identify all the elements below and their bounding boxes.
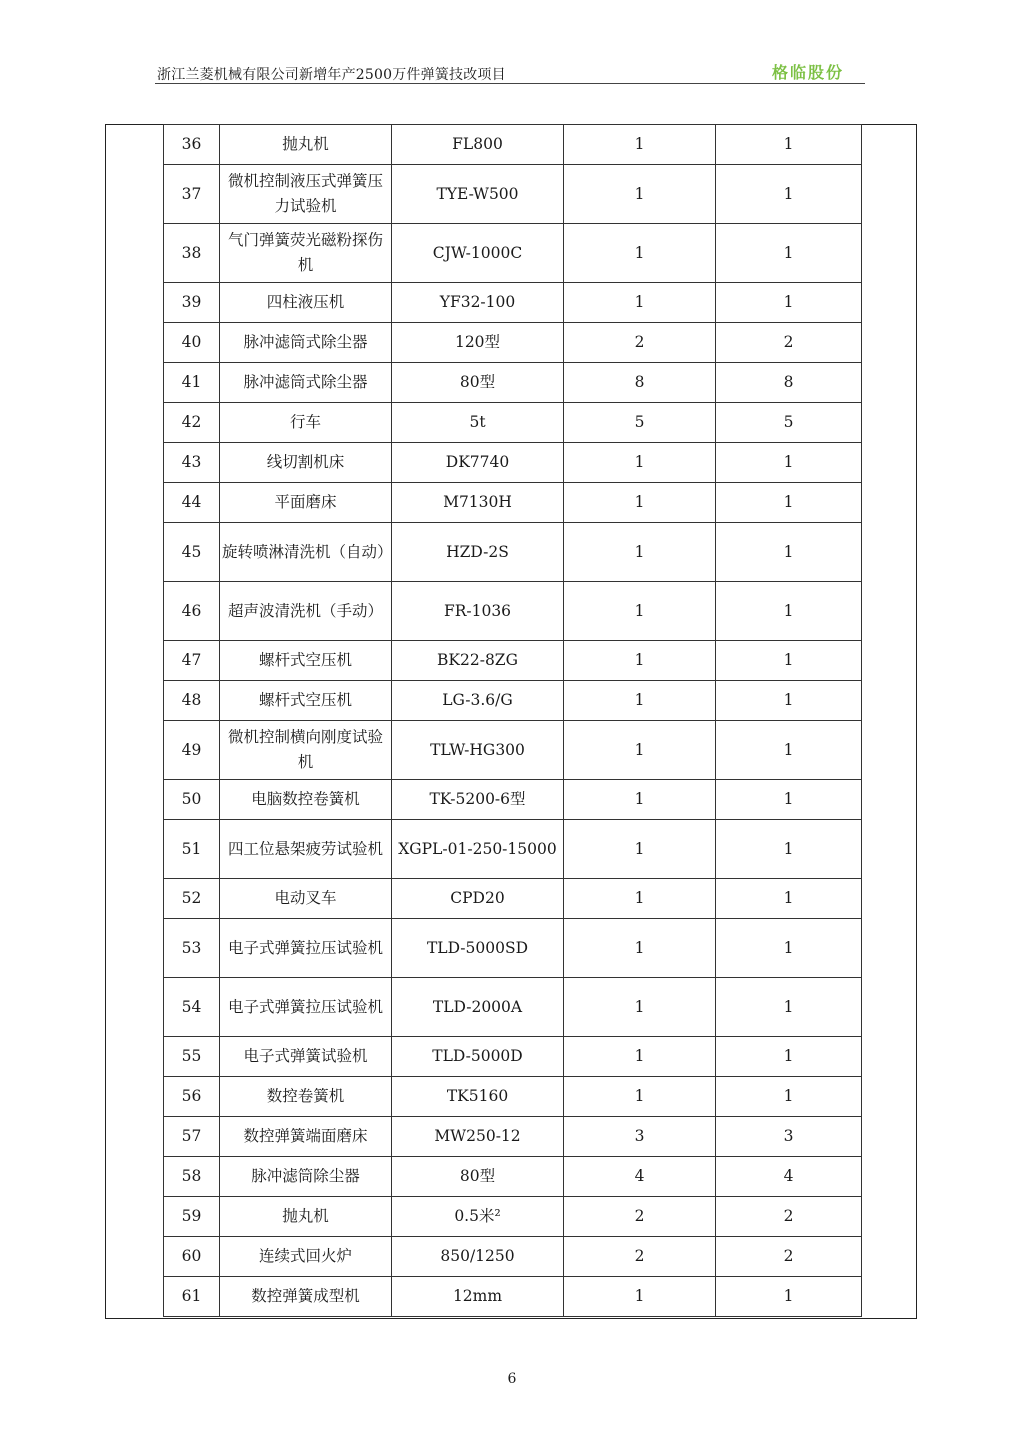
equipment-name-cell: 数控弹簧端面磨床 [220, 1117, 392, 1157]
table-row [164, 681, 862, 721]
quantity-cell: 1 [716, 641, 862, 681]
quantity-cell: 4 [564, 1157, 716, 1197]
row-number-cell: 53 [164, 919, 220, 978]
quantity-cell: 1 [716, 919, 862, 978]
row-number-cell: 49 [164, 721, 220, 780]
quantity-cell: 1 [564, 582, 716, 641]
equipment-model-cell: 80型 [392, 1157, 564, 1197]
equipment-name-cell: 脉冲滤筒式除尘器 [220, 363, 392, 403]
quantity-cell: 1 [716, 283, 862, 323]
quantity-cell: 1 [564, 283, 716, 323]
quantity-cell: 1 [716, 582, 862, 641]
quantity-cell: 1 [564, 1077, 716, 1117]
equipment-name-cell: 数控卷簧机 [220, 1077, 392, 1117]
quantity-cell: 5 [564, 403, 716, 443]
table-row [164, 721, 862, 780]
quantity-cell: 2 [716, 323, 862, 363]
row-number-cell: 37 [164, 165, 220, 224]
equipment-name-cell: 线切割机床 [220, 443, 392, 483]
document-header-title: 浙江兰菱机械有限公司新增年产2500万件弹簧技改项目 [157, 67, 506, 83]
quantity-cell: 1 [564, 780, 716, 820]
quantity-cell: 3 [716, 1117, 862, 1157]
row-number-cell: 42 [164, 403, 220, 443]
table-row [164, 224, 862, 283]
equipment-table-body [164, 125, 862, 1317]
equipment-model-cell: TLW-HG300 [392, 721, 564, 780]
equipment-name-cell: 微机控制液压式弹簧压力试验机 [220, 165, 392, 224]
equipment-name-cell: 超声波清洗机（手动） [220, 582, 392, 641]
quantity-cell: 1 [564, 681, 716, 721]
quantity-cell: 1 [564, 523, 716, 582]
equipment-name-cell: 连续式回火炉 [220, 1237, 392, 1277]
quantity-cell: 1 [564, 224, 716, 283]
quantity-cell: 1 [564, 919, 716, 978]
equipment-name-cell: 平面磨床 [220, 483, 392, 523]
table-row [164, 1117, 862, 1157]
quantity-cell: 1 [716, 165, 862, 224]
quantity-cell: 8 [564, 363, 716, 403]
table-row [164, 483, 862, 523]
table-row [164, 1197, 862, 1237]
quantity-cell: 2 [716, 1197, 862, 1237]
equipment-name-cell: 旋转喷淋清洗机（自动） [220, 523, 392, 582]
quantity-cell: 2 [564, 1237, 716, 1277]
equipment-model-cell: 12mm [392, 1277, 564, 1317]
equipment-name-cell: 电子式弹簧拉压试验机 [220, 978, 392, 1037]
quantity-cell: 2 [564, 1197, 716, 1237]
table-row [164, 125, 862, 165]
table-row [164, 323, 862, 363]
table-row [164, 1077, 862, 1117]
quantity-cell: 1 [716, 879, 862, 919]
row-number-cell: 45 [164, 523, 220, 582]
row-number-cell: 39 [164, 283, 220, 323]
row-number-cell: 59 [164, 1197, 220, 1237]
row-number-cell: 55 [164, 1037, 220, 1077]
quantity-cell: 1 [716, 483, 862, 523]
row-number-cell: 61 [164, 1277, 220, 1317]
row-number-cell: 51 [164, 820, 220, 879]
row-number-cell: 58 [164, 1157, 220, 1197]
equipment-model-cell: CPD20 [392, 879, 564, 919]
row-number-cell: 60 [164, 1237, 220, 1277]
quantity-cell: 1 [564, 1037, 716, 1077]
quantity-cell: 1 [716, 125, 862, 165]
equipment-model-cell: 120型 [392, 323, 564, 363]
table-row [164, 820, 862, 879]
quantity-cell: 1 [564, 1277, 716, 1317]
row-number-cell: 47 [164, 641, 220, 681]
quantity-cell: 3 [564, 1117, 716, 1157]
equipment-model-cell: 0.5米² [392, 1197, 564, 1237]
equipment-name-cell: 电动叉车 [220, 879, 392, 919]
quantity-cell: 1 [564, 820, 716, 879]
equipment-model-cell: TLD-2000A [392, 978, 564, 1037]
equipment-model-cell: M7130H [392, 483, 564, 523]
row-number-cell: 36 [164, 125, 220, 165]
row-number-cell: 57 [164, 1117, 220, 1157]
equipment-name-cell: 四工位悬架疲劳试验机 [220, 820, 392, 879]
equipment-model-cell: YF32-100 [392, 283, 564, 323]
quantity-cell: 1 [564, 443, 716, 483]
equipment-model-cell: TYE-W500 [392, 165, 564, 224]
row-number-cell: 54 [164, 978, 220, 1037]
equipment-model-cell: DK7740 [392, 443, 564, 483]
quantity-cell: 1 [716, 820, 862, 879]
table-row [164, 879, 862, 919]
row-number-cell: 46 [164, 582, 220, 641]
equipment-model-cell: FL800 [392, 125, 564, 165]
equipment-model-cell: 850/1250 [392, 1237, 564, 1277]
header-divider [155, 83, 865, 84]
equipment-name-cell: 行车 [220, 403, 392, 443]
quantity-cell: 2 [716, 1237, 862, 1277]
equipment-model-cell: 80型 [392, 363, 564, 403]
equipment-name-cell: 螺杆式空压机 [220, 681, 392, 721]
table-row [164, 1277, 862, 1317]
quantity-cell: 1 [564, 483, 716, 523]
row-number-cell: 44 [164, 483, 220, 523]
equipment-model-cell: TK5160 [392, 1077, 564, 1117]
table-row [164, 1237, 862, 1277]
quantity-cell: 1 [716, 523, 862, 582]
equipment-table [163, 124, 862, 1317]
page-number: 6 [507, 1371, 517, 1387]
row-number-cell: 40 [164, 323, 220, 363]
quantity-cell: 1 [716, 780, 862, 820]
quantity-cell: 1 [716, 1037, 862, 1077]
quantity-cell: 2 [564, 323, 716, 363]
table-row [164, 1157, 862, 1197]
equipment-name-cell: 电脑数控卷簧机 [220, 780, 392, 820]
equipment-name-cell: 抛丸机 [220, 1197, 392, 1237]
quantity-cell: 1 [564, 125, 716, 165]
table-row [164, 919, 862, 978]
table-row [164, 403, 862, 443]
equipment-model-cell: LG-3.6/G [392, 681, 564, 721]
quantity-cell: 1 [716, 1077, 862, 1117]
equipment-model-cell: HZD-2S [392, 523, 564, 582]
row-number-cell: 50 [164, 780, 220, 820]
table-row [164, 978, 862, 1037]
table-row [164, 165, 862, 224]
quantity-cell: 1 [716, 224, 862, 283]
row-number-cell: 41 [164, 363, 220, 403]
table-row [164, 1037, 862, 1077]
table-row [164, 363, 862, 403]
quantity-cell: 1 [716, 978, 862, 1037]
row-number-cell: 38 [164, 224, 220, 283]
row-number-cell: 56 [164, 1077, 220, 1117]
quantity-cell: 5 [716, 403, 862, 443]
row-number-cell: 52 [164, 879, 220, 919]
equipment-model-cell: MW250-12 [392, 1117, 564, 1157]
equipment-model-cell: TLD-5000D [392, 1037, 564, 1077]
quantity-cell: 1 [716, 681, 862, 721]
equipment-model-cell: BK22-8ZG [392, 641, 564, 681]
equipment-name-cell: 电子式弹簧试验机 [220, 1037, 392, 1077]
table-row [164, 582, 862, 641]
equipment-model-cell: FR-1036 [392, 582, 564, 641]
row-number-cell: 48 [164, 681, 220, 721]
quantity-cell: 1 [564, 165, 716, 224]
equipment-name-cell: 电子式弹簧拉压试验机 [220, 919, 392, 978]
equipment-name-cell: 抛丸机 [220, 125, 392, 165]
quantity-cell: 1 [716, 721, 862, 780]
table-row [164, 641, 862, 681]
row-number-cell: 43 [164, 443, 220, 483]
equipment-model-cell: TLD-5000SD [392, 919, 564, 978]
quantity-cell: 1 [564, 978, 716, 1037]
equipment-model-cell: CJW-1000C [392, 224, 564, 283]
quantity-cell: 1 [564, 721, 716, 780]
quantity-cell: 8 [716, 363, 862, 403]
table-row [164, 780, 862, 820]
equipment-name-cell: 脉冲滤筒除尘器 [220, 1157, 392, 1197]
equipment-model-cell: TK-5200-6型 [392, 780, 564, 820]
quantity-cell: 1 [564, 879, 716, 919]
equipment-model-cell: XGPL-01-250-15000 [392, 820, 564, 879]
company-logo: 格临股份 [772, 63, 845, 82]
equipment-name-cell: 螺杆式空压机 [220, 641, 392, 681]
equipment-model-cell: 5t [392, 403, 564, 443]
table-row [164, 523, 862, 582]
equipment-name-cell: 数控弹簧成型机 [220, 1277, 392, 1317]
equipment-name-cell: 气门弹簧荧光磁粉探伤机 [220, 224, 392, 283]
quantity-cell: 1 [716, 1277, 862, 1317]
table-row [164, 443, 862, 483]
quantity-cell: 4 [716, 1157, 862, 1197]
quantity-cell: 1 [564, 641, 716, 681]
equipment-name-cell: 四柱液压机 [220, 283, 392, 323]
table-row [164, 283, 862, 323]
equipment-name-cell: 脉冲滤筒式除尘器 [220, 323, 392, 363]
quantity-cell: 1 [716, 443, 862, 483]
equipment-name-cell: 微机控制横向刚度试验机 [220, 721, 392, 780]
